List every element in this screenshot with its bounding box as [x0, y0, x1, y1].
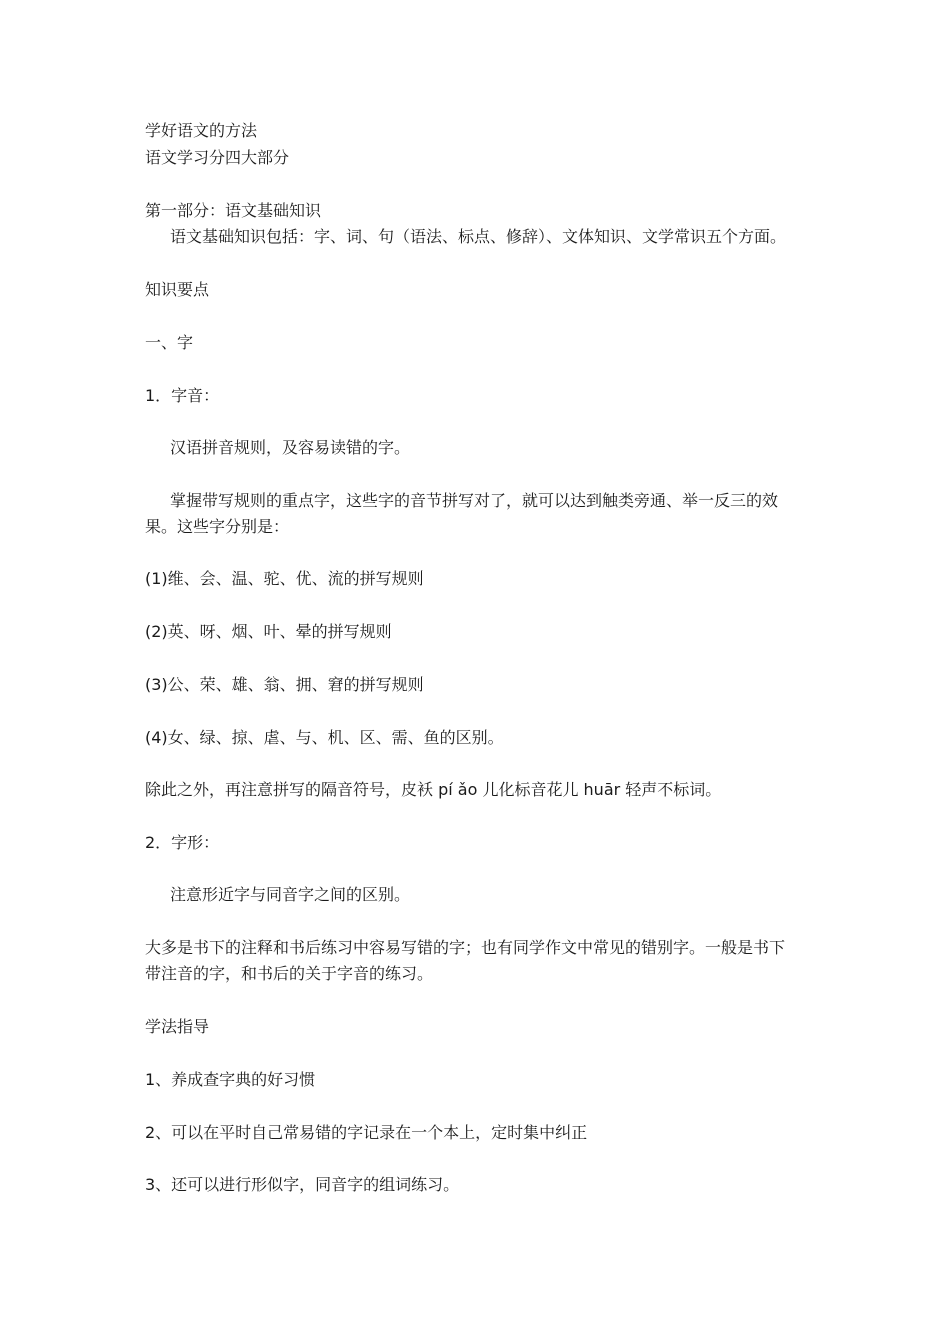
part1-heading: 第一部分：语文基础知识 — [145, 201, 322, 220]
rule-4: (4)女、绿、掠、虐、与、机、区、需、鱼的区别。 — [145, 728, 504, 747]
section1-heading: 一、字 — [145, 333, 194, 352]
item1-paragraph-1: 汉语拼音规则，及容易读错的字。 — [170, 438, 411, 457]
rule-2: (2)英、呀、烟、叶、晕的拼写规则 — [145, 622, 392, 641]
guide-item-3: 3、还可以进行形似字，同音字的组词练习。 — [145, 1175, 460, 1194]
item2-paragraph-2-line2: 带注音的字，和书后的关于字音的练习。 — [145, 964, 434, 983]
item2-paragraph-2-line1: 大多是书下的注释和书后练习中容易写错的字；也有同学作文中常见的错别字。一般是书下 — [145, 938, 786, 957]
guide-item-2: 2、可以在平时自己常易错的字记录在一个本上，定时集中纠正 — [145, 1123, 588, 1142]
item1-paragraph-2-line1: 掌握带写规则的重点字，这些字的音节拼写对了，就可以达到触类旁通、举一反三的效 — [170, 491, 779, 510]
item1-heading: 1．字音： — [145, 386, 220, 405]
item1-note: 除此之外，再注意拼写的隔音符号，皮袄 pí ǎo 儿化标音花儿 huār 轻声不标词。 — [145, 780, 722, 799]
item2-paragraph-1: 注意形近字与同音字之间的区别。 — [170, 885, 411, 904]
part1-intro: 语文基础知识包括：字、词、句（语法、标点、修辞）、文体知识、文学常识五个方面。 — [170, 227, 787, 246]
knowledge-points-heading: 知识要点 — [145, 280, 210, 299]
rule-3: (3)公、荣、雄、翁、拥、窘的拼写规则 — [145, 675, 424, 694]
item2-heading: 2．字形： — [145, 833, 220, 852]
guide-item-1: 1、养成查字典的好习惯 — [145, 1070, 316, 1089]
rule-1: (1)维、会、温、驼、优、流的拼写规则 — [145, 569, 424, 588]
study-guide-heading: 学法指导 — [145, 1017, 210, 1036]
document-subtitle: 语文学习分四大部分 — [145, 148, 290, 167]
item1-paragraph-2-line2: 果。这些字分别是： — [145, 517, 290, 536]
document-title: 学好语文的方法 — [145, 121, 258, 140]
